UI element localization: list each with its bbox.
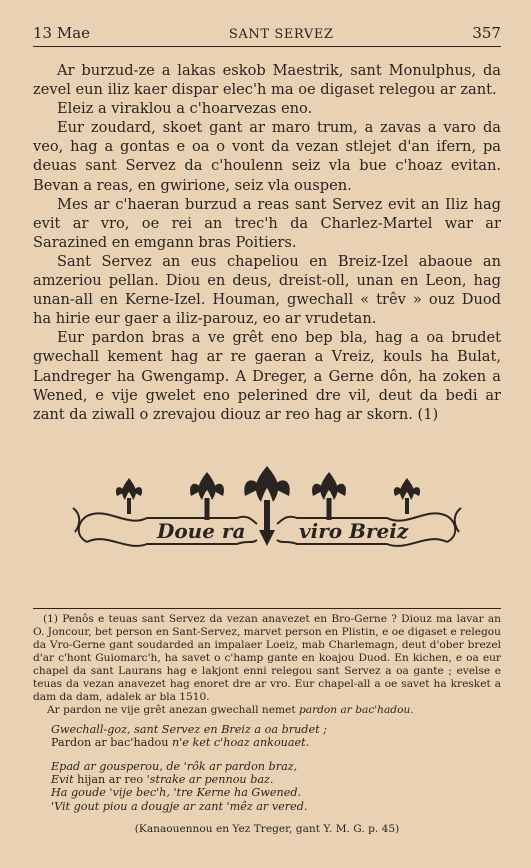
banner-text-left: Doue ra	[157, 518, 246, 543]
poem-line-italic: 'Vit gout piou a dougje ar zant 'mêz ar vered.	[51, 799, 308, 813]
poem-line-normal: hijan ar reo	[73, 773, 147, 786]
poem-line-italic: Gwechall-goz, sant Servez en Breiz a oa brudet ;	[51, 722, 327, 736]
poem-line	[51, 800, 501, 813]
paragraph: Ar burzud-ze a lakas eskob Maestrik, sant Monulphus, da zevel eun iliz kaer dispar elec'h ma oe digaset relegou ar zant.	[33, 62, 501, 99]
footnote-pardon-italic: pardon ar bac'hadou.	[298, 703, 414, 716]
header-title: SANT SERVEZ	[228, 27, 334, 42]
paragraph: Eur zoudard, skoet gant ar maro trum, a zavas a varo da veo, hag a gontas e oa o vont da vezan stlejet d'an ifern, pa deuas sant Servez da c'houlenn seiz vla bue c'hoaz evitan. Bevan a reas, en gwirione, seiz vla ouspen.	[33, 119, 501, 194]
footnote-section	[33, 608, 501, 836]
poem-line-normal: Pardon ar bac'hadou	[51, 736, 172, 750]
footnote-pardon-line	[33, 704, 501, 717]
footnote-pardon-text: Ar pardon ne vije grêt anezan gwechall nemet	[47, 703, 296, 716]
poem-line	[51, 786, 501, 799]
poem-line	[51, 760, 501, 773]
ermine-icon-2	[190, 472, 224, 520]
poem-line-italic: 'strake ar pennou baz.	[146, 773, 274, 786]
source-citation: (Kanaouennou en Yez Treger, gant Y. M. G. p. 45)	[134, 823, 400, 836]
poem-line-italic: Evit	[51, 773, 74, 786]
ermine-icon-3	[244, 466, 289, 546]
poem-line-italic: Ha goude 'vije bec'h, 'tre Kerne ha Gwened.	[51, 786, 302, 800]
ermine-icon-5	[394, 478, 420, 514]
poem-line	[51, 736, 501, 749]
ermine-icon-4	[312, 472, 346, 520]
ornament-banner	[67, 458, 467, 578]
running-header	[33, 24, 501, 47]
paragraph: Eur pardon bras a ve grêt eno bep bla, hag a oa brudet gwechall kement hag ar re gaeran a Vreiz, kouls ha Bulat, Landreger ha Gwengamp. A Dreger, a Gerne dôn, ha zoken a Wened, e vije gwelet eno pelerined dre vil, deut da bedi ar zant da ziwall o zrevajou diouz ar reo hag ar skorn. (1)	[33, 329, 501, 423]
poem-line-italic: Epad ar gousperou, de 'rôk ar pardon braz,	[51, 759, 298, 773]
poem-line	[51, 723, 501, 736]
poem-stanza	[51, 760, 501, 814]
header-date: 13 Mae	[33, 24, 91, 42]
footnote-text: (1) Penôs e teuas sant Servez da vezan anavezet en Bro-Gerne ? Diouz ma lavar an O. Joncour, bet person en Sant-Servez, marvet person en Plistin, e oe digaset e relegou da Vro-Gerne gant soudarded an impalaer Loeiz, mab Charlemagn, deut d'ober brezel d'ar c'hont Guiomarc'h, ha savet o c'hamp gante en koajou Duod. En kichen, e oa eur chapel da sant Laurans hag e lakjont enni relegou sant Servez a oa gante ; evelse e teuas da vezan anavezet hag enoret dre ar vro. Eur chapel-all a oe savet ha kresket a dam da dam, adalek ar bla 1510.	[33, 612, 501, 703]
page-number: 357	[472, 24, 501, 42]
fleur-de-lis-ermine-ornament	[67, 458, 467, 578]
main-text	[33, 61, 501, 424]
poem-stanza	[51, 723, 501, 750]
paragraph: Sant Servez an eus chapeliou en Breiz-Izel abaoue an amzeriou pellan. Diou en deus, dreist-oll, unan en Leon, hag unan-all en Kerne-Izel. Houman, gwechall « trêv » ouz Duod ha hirie eur gaer a iliz-parouz, eo ar vrudetan.	[33, 252, 501, 328]
poem-line	[51, 773, 501, 786]
poem	[51, 723, 501, 813]
banner-text-right: viro Breiz	[299, 518, 409, 543]
poem-line-italic: n'e ket c'hoaz ankouaet.	[171, 736, 310, 750]
paragraph: Mes ar c'haeran burzud a reas sant Servez evit an Iliz hag evit ar vro, oe rei an trec'h da Charlez-Martel war ar Sarazined en emgann bras Poitiers.	[33, 195, 501, 251]
ermine-icon-1	[116, 478, 142, 514]
paragraph: Eleiz a viraklou a c'hoarvezas eno.	[57, 100, 313, 118]
